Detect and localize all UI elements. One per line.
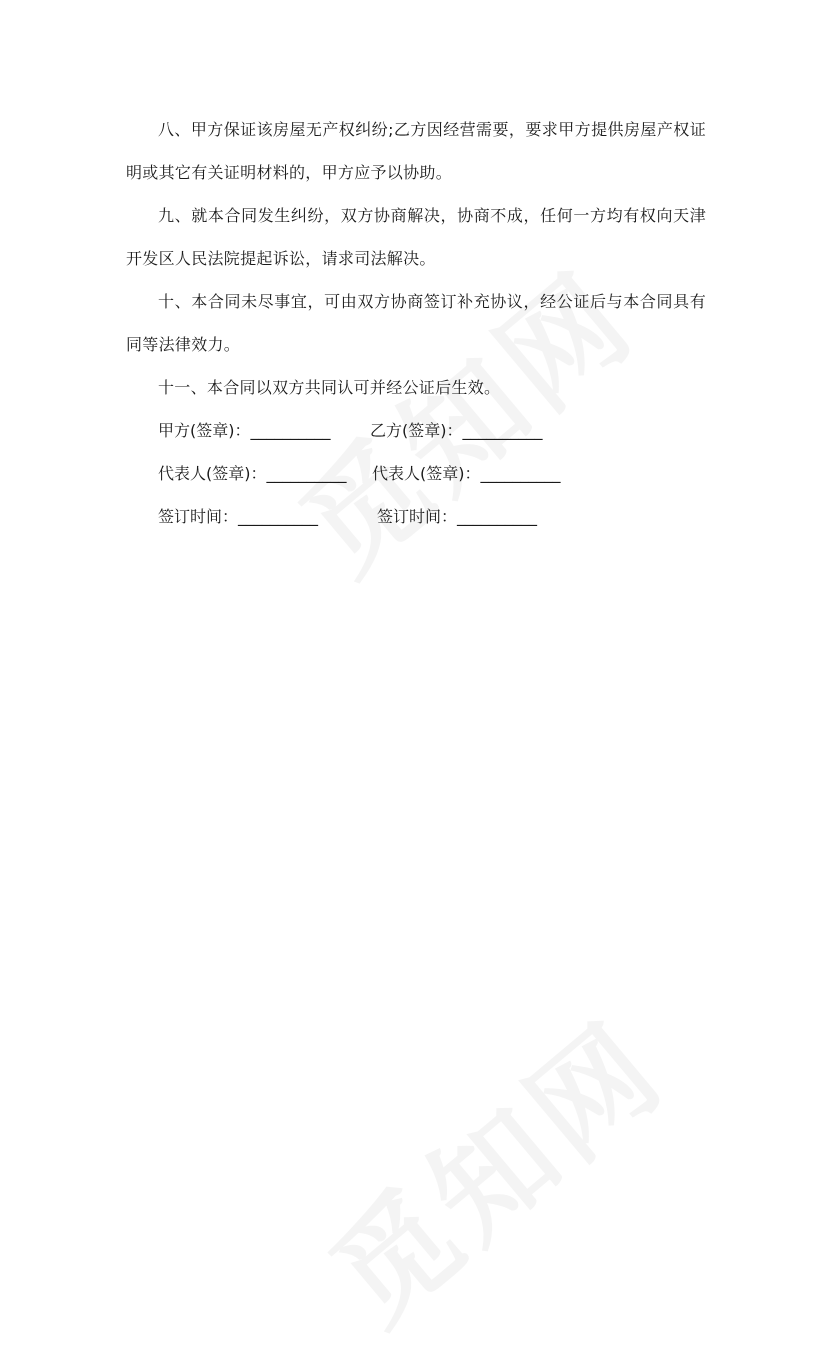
clause-10: 十、本合同未尽事宜，可由双方协商签订补充协议，经公证后与本合同具有同等法律效力。 [126,292,706,354]
signature-row-parties [126,409,706,452]
rep-b-seal-line: 代表人(签章)：__________ [372,464,561,483]
clause-8: 八、甲方保证该房屋无产权纠纷;乙方因经营需要，要求甲方提供房屋产权证明或其它有关证明材料的，甲方应予以协助。 [126,120,706,182]
contract-body [126,108,706,538]
signature-row-dates [126,495,706,538]
clause-9: 九、就本合同发生纠纷，双方协商解决，协商不成，任何一方均有权向天津开发区人民法院提起诉讼，请求司法解决。 [126,206,706,268]
watermark [290,977,695,1355]
sign-time-a-line: 签订时间：__________ [158,507,319,526]
clause-11: 十一、本合同以双方共同认可并经公证后生效。 [158,378,501,397]
signature-row-representatives [126,452,706,495]
rep-a-seal-line: 代表人(签章)：__________ [158,464,347,483]
sign-time-b-line: 签订时间：__________ [377,507,538,526]
party-a-seal-line: 甲方(签章)：__________ [158,421,331,440]
party-b-seal-line: 乙方(签章)：__________ [370,421,543,440]
